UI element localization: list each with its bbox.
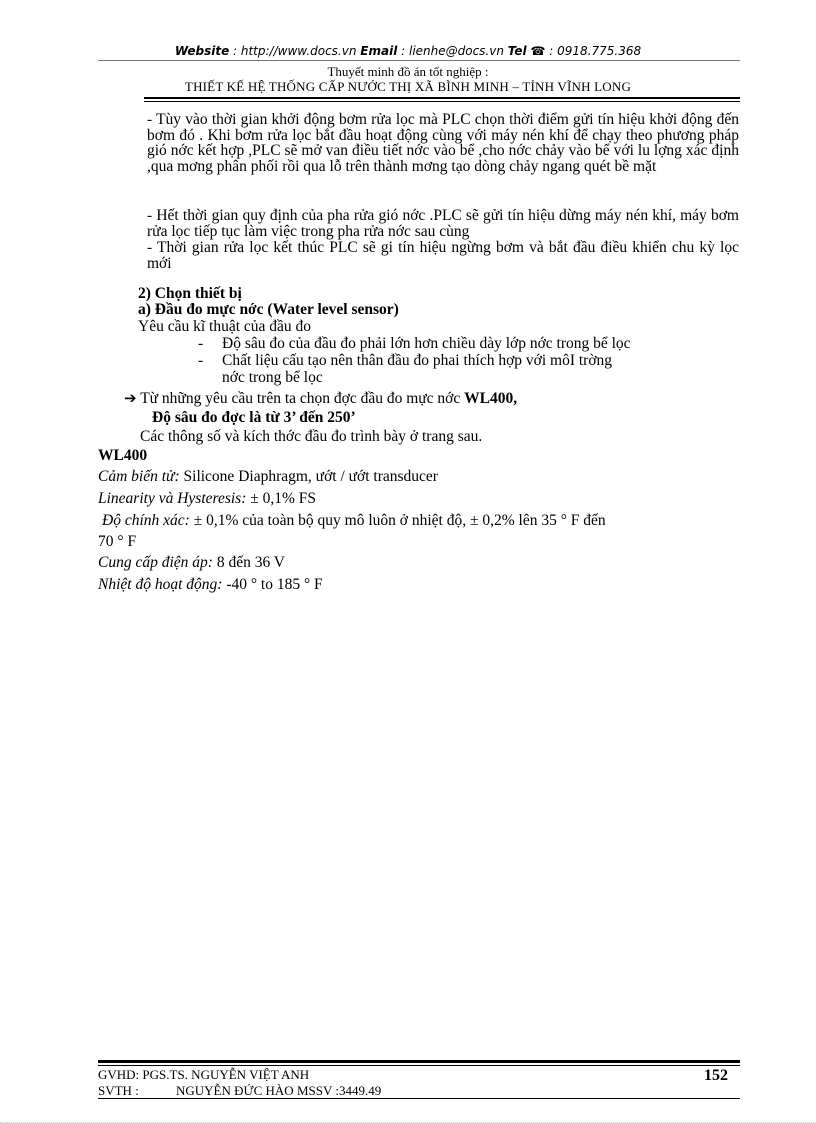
header-rule-thick <box>144 97 740 99</box>
document-title: THIẾT KẾ HỆ THỐNG CẤP NƯỚC THỊ XÃ BÌNH MINH – TỈNH VĨNH LONG <box>184 79 632 94</box>
spec-sensor <box>98 468 438 486</box>
spec-value: Silicone Diaphragm, ướt / ướt transducer <box>179 468 438 485</box>
choice-text: Từ những yêu cầu trên ta chọn đợc đầu đo mực nớc <box>140 390 465 407</box>
choice-model: WL400, <box>464 390 518 407</box>
spec-linearity <box>98 490 316 508</box>
spec-value: -40 ° to 185 ° F <box>222 576 323 593</box>
header-divider <box>98 60 740 61</box>
spec-label: Độ chính xác: <box>102 512 190 529</box>
phone-icon: ☎ <box>530 44 546 58</box>
requirement-item-2-cont: nớc trong bể lọc <box>222 369 323 386</box>
email-label: Email <box>360 44 398 58</box>
bullet-dash: - <box>198 352 204 369</box>
spec-accuracy-cont: 70 ° F <box>98 533 137 550</box>
spec-accuracy <box>102 512 606 530</box>
email-value[interactable]: : lienhe@docs.vn <box>397 44 508 58</box>
footer-rule-thin <box>98 1065 740 1066</box>
document-type: Thuyết minh đồ án tốt nghiệp : <box>327 64 489 79</box>
website-line <box>0 44 816 58</box>
website-value[interactable]: : http://www.docs.vn <box>229 44 361 58</box>
spec-intro: Các thông số và kích thớc đầu đo trình bày ở trang sau. <box>140 428 483 445</box>
requirements-intro: Yêu cầu kĩ thuật của đầu đo <box>138 318 312 335</box>
page-number: 152 <box>704 1067 728 1084</box>
requirement-text: Độ sâu đo của đầu đo phải lớn hơn chiều dày lớp nớc trong bể lọc <box>222 335 631 352</box>
requirement-text: Chất liệu cấu tạo nên thân đầu đo phai thích hợp với môI trờng <box>222 352 613 369</box>
tel-label: Tel <box>507 44 527 58</box>
spec-label: Cung cấp điện áp: <box>98 554 213 571</box>
spec-value: ± 0,1% của toàn bộ quy mô luôn ở nhiệt độ, ± 0,2% lên 35 ° F đến <box>189 512 606 529</box>
choice-line <box>124 390 517 407</box>
subsection-heading: a) Đầu đo mực nớc (Water level sensor) <box>138 301 399 318</box>
bullet-dash: - <box>198 335 204 352</box>
spec-voltage <box>98 554 285 572</box>
spec-label: Nhiệt độ hoạt động: <box>98 576 223 593</box>
arrow-right-icon: ➔ <box>124 389 137 407</box>
spec-label: Cảm biến tử: <box>98 468 180 485</box>
paragraph-3: - Thời gian rửa lọc kết thúc PLC sẽ gi tín hiệu ngừng bơm và bắt đầu điều khiển chu kỳ lọc mới <box>147 239 739 272</box>
paragraph-2: - Hết thời gian quy định của pha rửa gió nớc .PLC sẽ gửi tín hiệu dừng máy nén khí, máy bơm rửa lọc tiếp tục làm việc trong pha rửa nớc sau cùng <box>147 207 739 240</box>
spec-value: ± 0,1% FS <box>246 490 317 507</box>
website-label: Website <box>174 44 230 58</box>
header-rule-thin <box>144 101 740 102</box>
footer-student: NGUYỄN ĐỨC HÀO MSSV :3449.49 <box>176 1083 382 1098</box>
requirement-item-1 <box>198 336 631 352</box>
footer-bottom-rule <box>98 1098 740 1099</box>
footer-student-label: SVTH : <box>98 1083 139 1098</box>
paragraph-1: - Tùy vào thời gian khởi động bơm rửa lọc mà PLC chọn thời điểm gửi tín hiệu khởi động đến bơm đó . Khi bơm rửa lọc bắt đầu hoạt động cùng với máy nén khí để chạy theo phương pháp gió nớc kết hợp ,PLC sẽ mở van điều tiết nớc vào bể ,cho nớc chảy vào bể với lu lợng xác định ,qua mơng phân phối rồi qua lỗ trên thành mơng tạo dòng chảy ngang quét bề mặt <box>147 111 739 175</box>
spec-model: WL400 <box>98 447 148 464</box>
spec-value: 8 đến 36 V <box>212 554 285 571</box>
section-heading: 2) Chọn thiết bị <box>138 285 242 302</box>
tel-value: : 0918.775.368 <box>545 44 642 58</box>
footer-rule-thick <box>98 1060 740 1063</box>
depth-range: Độ sâu đo đợc là từ 3’ đến 250’ <box>152 409 356 426</box>
footer-advisor: GVHD: PGS.TS. NGUYỄN VIỆT ANH <box>98 1067 310 1082</box>
requirement-item-2 <box>198 353 612 369</box>
spec-label: Linearity và Hysteresis: <box>98 490 247 507</box>
spec-temperature <box>98 576 323 594</box>
